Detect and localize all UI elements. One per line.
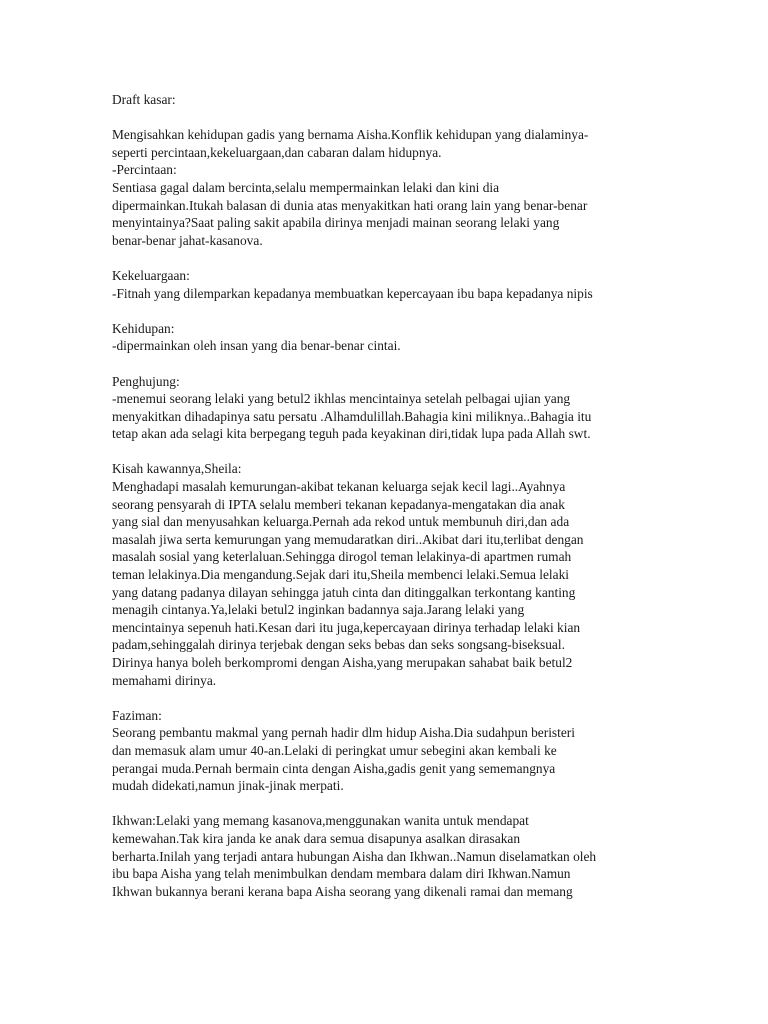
text-line: mudah didekati,namun jinak-jinak merpati. (112, 778, 344, 794)
text-line: yang datang padanya dilayan sehingga jatuh cinta dan ditinggalkan terkontang kanting (112, 584, 576, 600)
section-heading: Faziman: (112, 707, 162, 723)
section-heading: Kisah kawannya,Sheila: (112, 461, 242, 477)
text-line: menyakitkan dihadapinya satu persatu .Alhamdulillah.Bahagia kini miliknya..Bahagia itu (112, 408, 592, 424)
text-line: Ikhwan bukannya berani kerana bapa Aisha seorang yang dikenali ramai dan memang (112, 883, 573, 899)
section-heading: Kekeluargaan: (112, 267, 190, 283)
paragraph-gap (112, 302, 672, 320)
text-line: berharta.Inilah yang terjadi antara hubungan Aisha dan Ikhwan..Namun diselamatkan oleh (112, 848, 597, 864)
text-line: -menemui seorang lelaki yang betul2 ikhlas mencintainya setelah pelbagai ujian yang (112, 391, 571, 407)
section-sheila (112, 460, 672, 689)
section-heading: Penghujung: (112, 373, 180, 389)
section-percintaan (112, 126, 672, 249)
section-penghujung (112, 373, 672, 443)
text-line: Ikhwan:Lelaki yang memang kasanova,menggunakan wanita untuk mendapat (112, 813, 529, 829)
paragraph-gap (112, 249, 672, 267)
text-line: dan memasuk alam umur 40-an.Lelaki di peringkat umur sebegini akan kembali ke (112, 742, 557, 758)
text-line: teman lelakinya.Dia mengandung.Sejak dari itu,Sheila membenci lelaki.Semua lelaki (112, 567, 570, 583)
section-kekeluargaan (112, 267, 672, 302)
paragraph-gap (112, 355, 672, 373)
text-line: Menghadapi masalah kemurungan-akibat tekanan keluarga sejak kecil lagi..Ayahnya (112, 479, 566, 495)
text-line: masalah jiwa serta kemurungan yang memudaratkan diri..Akibat dari itu,terlibat dengan (112, 531, 584, 547)
text-line: seperti percintaan,kekeluargaan,dan cabaran dalam hidupnya. (112, 144, 442, 160)
text-line: Seorang pembantu makmal yang pernah hadir dlm hidup Aisha.Dia sudahpun beristeri (112, 725, 575, 741)
text-line: -Fitnah yang dilemparkan kepadanya membuatkan kepercayaan ibu bapa kepadanya nipis (112, 285, 593, 301)
text-line: -dipermainkan oleh insan yang dia benar-benar cintai. (112, 338, 401, 354)
paragraph-gap (112, 109, 672, 127)
text-line: Dirinya hanya boleh berkompromi dengan Aisha,yang merupakan sahabat baik betul2 (112, 655, 573, 670)
section-faziman (112, 707, 672, 795)
text-line: masalah sosial yang keterlaluan.Sehingga dirogol teman lelakinya-di apartmen rumah (112, 549, 572, 565)
text-line: dipermainkan.Itukah balasan di dunia atas menyakitkan hati orang lain yang benar-benar (112, 197, 588, 213)
document-body (112, 91, 672, 900)
text-line: benar-benar jahat-kasanova. (112, 232, 263, 248)
text-line: mencintainya sepenuh hati.Kesan dari itu juga,kepercayaan dirinya terhadap lelaki kian (112, 619, 581, 635)
document-title: Draft kasar: (112, 92, 176, 107)
text-line: menyintainya?Saat paling sakit apabila dirinya menjadi mainan seorang lelaki yang (112, 215, 560, 231)
text-line: Sentiasa gagal dalam bercinta,selalu mempermainkan lelaki dan kini dia (112, 179, 500, 195)
text-line: padam,sehinggalah dirinya terjebak dengan seks bebas dan seks songsang-biseksual. (112, 637, 565, 653)
text-line: kemewahan.Tak kira janda ke anak dara semua disapunya asalkan dirasakan (112, 830, 521, 846)
section-ikhwan (112, 812, 672, 900)
section-heading: Kehidupan: (112, 320, 175, 336)
text-line: ibu bapa Aisha yang telah menimbulkan dendam membara dalam diri Ikhwan.Namun (112, 866, 571, 882)
paragraph-gap (112, 443, 672, 461)
text-line: yang sial dan menyusahkan keluarga.Pernah ada rekod untuk membunuh diri,dan ada (112, 514, 570, 530)
paragraph-gap (112, 795, 672, 813)
text-line: seorang pensyarah di IPTA selalu memberi tekanan kepadanya-mengatakan dia anak (112, 496, 565, 512)
paragraph-gap (112, 689, 672, 707)
text-line: memahami dirinya. (112, 672, 217, 688)
text-line: -Percintaan: (112, 162, 177, 178)
text-line: tetap akan ada selagi kita berpegang teguh pada keyakinan diri,tidak lupa pada Allah swt. (112, 426, 591, 442)
text-line: menagih cintanya.Ya,lelaki betul2 inginkan badannya saja.Jarang lelaki yang (112, 602, 525, 618)
text-line: Mengisahkan kehidupan gadis yang bernama Aisha.Konflik kehidupan yang dialaminya- (112, 127, 589, 143)
text-line: perangai muda.Pernah bermain cinta dengan Aisha,gadis genit yang sememangnya (112, 760, 556, 776)
section-kehidupan (112, 320, 672, 355)
